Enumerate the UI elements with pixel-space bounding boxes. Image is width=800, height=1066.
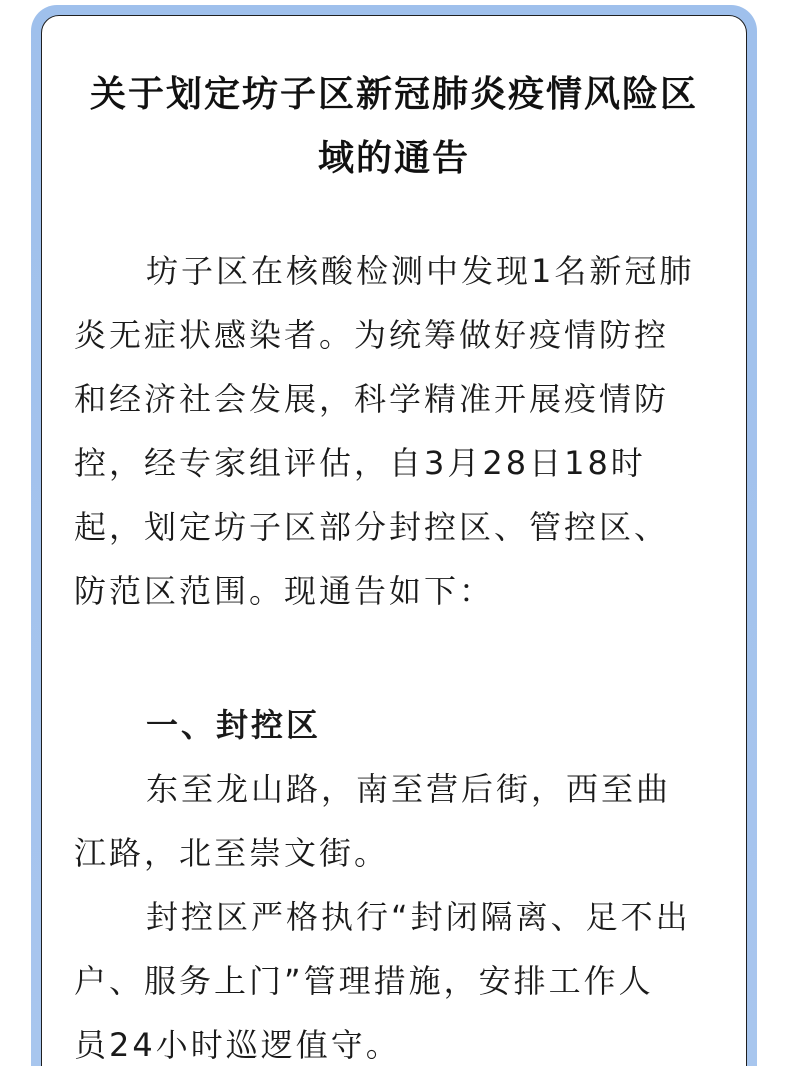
notice-title-line: 域的通告: [317, 138, 470, 179]
measures-paragraph-line: 封控区严格执行“封闭隔离、足不出: [146, 898, 691, 936]
notice-body: [74, 239, 722, 1066]
intro-paragraph-line: 和经济社会发展，科学精准开展疫情防: [74, 380, 670, 418]
notice-title: [42, 63, 746, 191]
section-heading-sealed-zone: 一、封控区: [146, 706, 322, 744]
intro-paragraph-line: 防范区范围。现通告如下：: [74, 572, 495, 610]
notice-card: [41, 15, 747, 1066]
boundary-paragraph-line: 江路，北至崇文街。: [74, 834, 390, 872]
notice-card-frame: [31, 5, 757, 1066]
boundary-paragraph-line: 东至龙山路，南至营后街，西至曲: [146, 770, 672, 808]
notice-title-line: 关于划定坊子区新冠肺炎疫情风险区: [89, 74, 698, 115]
paragraph-gap: [74, 623, 722, 687]
measures-paragraph-line: 户、服务上门”管理措施，安排工作人: [74, 962, 654, 1000]
intro-paragraph-line: 坊子区在核酸检测中发现1名新冠肺: [146, 252, 695, 290]
intro-paragraph-line: 炎无症状感染者。为统筹做好疫情防控: [74, 316, 670, 354]
measures-paragraph-line: 员24小时巡逻值守。: [74, 1026, 401, 1064]
intro-paragraph-line: 控，经专家组评估，自3月28日18时: [74, 444, 646, 482]
intro-paragraph-line: 起，划定坊子区部分封控区、管控区、: [74, 508, 670, 546]
